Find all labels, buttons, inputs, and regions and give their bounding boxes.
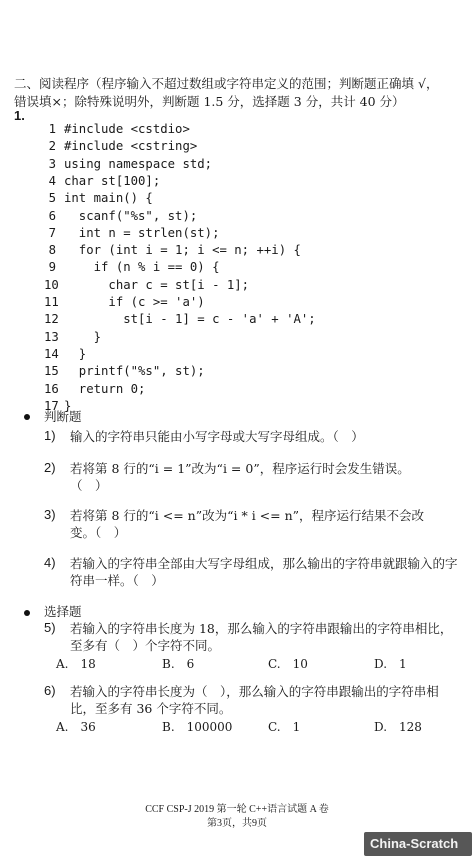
code-line-number: 5 xyxy=(48,191,56,206)
q4-text-line1: 若输入的字符串全部由大写字母组成，那么输出的字符串就跟输入的字 xyxy=(70,556,458,571)
code-line-number: 8 xyxy=(48,243,56,258)
q5-option-a: A. 18 xyxy=(56,657,96,671)
code-line-text: st[i - 1] = c - 'a' + 'A'; xyxy=(64,312,316,327)
code-line-text: } xyxy=(64,329,102,344)
watermark-logo xyxy=(364,832,472,856)
code-line xyxy=(44,312,316,329)
code-line-number: 1 xyxy=(48,122,56,136)
q5-option-c: C. 10 xyxy=(268,657,308,671)
code-line-number: 3 xyxy=(48,156,56,171)
code-line-number: 4 xyxy=(48,173,56,188)
q5-text-line2: 至多有（ ）个字符不同。 xyxy=(70,638,221,653)
q6-number: 6) xyxy=(44,683,56,698)
q1-text: 输入的字符串只能由小写字母或大写字母组成。（ ） xyxy=(70,429,364,444)
footer-page-number: 第3页，共9页 xyxy=(207,818,267,829)
bullet-icon xyxy=(24,414,30,420)
q6-option-b: B. 100000 xyxy=(162,720,233,734)
q5-number: 5) xyxy=(44,620,56,635)
code-line-text: for (int i = 1; i <= n; ++i) { xyxy=(64,243,301,258)
code-line xyxy=(44,278,249,295)
code-line-text: using namespace std; xyxy=(64,156,213,171)
q6-text-line1: 若输入的字符串长度为（ ），那么输入的字符串跟输出的字符串相 xyxy=(70,684,439,699)
code-line xyxy=(44,364,205,381)
q3-text-line1: 若将第 8 行的“i <= n”改为“i * i <= n”，程序运行结果不会改 xyxy=(70,508,425,523)
code-line xyxy=(44,295,205,312)
footer-exam-title: CCF CSP-J 2019 第一轮 C++语言试题 A 卷 xyxy=(145,804,329,815)
code-line-number: 12 xyxy=(44,312,59,327)
judge-heading: 判断题 xyxy=(44,409,82,424)
q6-text-line2: 比，至多有 36 个字符不同。 xyxy=(70,701,232,716)
code-line xyxy=(44,139,197,156)
code-line-text: #include <cstring> xyxy=(64,139,198,154)
code-line-text: int main() { xyxy=(64,191,153,206)
code-line xyxy=(44,157,212,174)
code-line xyxy=(44,174,160,191)
code-line xyxy=(44,347,86,364)
code-line-number: 15 xyxy=(44,364,59,379)
bullet-icon xyxy=(24,610,30,616)
code-line xyxy=(44,122,190,139)
code-line-number: 13 xyxy=(44,329,59,344)
q5-option-d: D. 1 xyxy=(374,657,407,671)
code-line xyxy=(44,382,145,399)
code-line-number: 9 xyxy=(48,260,56,275)
code-line-text: char st[100]; xyxy=(64,173,161,188)
code-line-number: 10 xyxy=(44,277,59,292)
q5-text-line1: 若输入的字符串长度为 18，那么输入的字符串跟输出的字符串相比， xyxy=(70,621,453,636)
code-line-number: 2 xyxy=(48,139,56,154)
code-line-number: 7 xyxy=(48,225,56,240)
code-line-number: 16 xyxy=(44,381,59,396)
q6-option-a: A. 36 xyxy=(56,720,96,734)
section-title-line2: 错误填×；除特殊说明外，判断题 1.5 分，选择题 3 分，共计 40 分） xyxy=(14,94,405,109)
q2-text-line2: （ ） xyxy=(70,478,108,493)
q5-option-b: B. 6 xyxy=(162,657,195,671)
q2-text-line1: 若将第 8 行的“i = 1”改为“i = 0”，程序运行时会发生错误。 xyxy=(70,461,410,476)
code-line xyxy=(44,330,101,347)
q3-text-line2: 变。（ ） xyxy=(70,525,127,540)
code-line-text: printf("%s", st); xyxy=(64,364,205,379)
code-line-text: scanf("%s", st); xyxy=(64,208,198,223)
q4-text-line2: 符串一样。（ ） xyxy=(70,573,164,588)
code-line-text: #include <cstdio> xyxy=(64,122,190,136)
code-line-text: return 0; xyxy=(64,381,146,396)
code-line-number: 6 xyxy=(48,208,56,223)
code-line xyxy=(44,260,219,277)
code-line xyxy=(44,191,153,208)
code-line-number: 11 xyxy=(44,295,59,309)
code-line-number: 17 xyxy=(44,398,59,413)
code-line xyxy=(44,243,301,260)
code-line-text: if (c >= 'a') xyxy=(64,295,205,309)
q3-number: 3) xyxy=(44,507,56,522)
choice-heading: 选择题 xyxy=(44,604,82,619)
q1-number: 1) xyxy=(44,428,56,443)
code-line-text: } xyxy=(64,346,87,361)
code-line xyxy=(44,226,219,243)
code-line-text: if (n % i == 0) { xyxy=(64,260,220,275)
code-line-text: } xyxy=(64,398,72,413)
q6-option-d: D. 128 xyxy=(374,720,422,734)
code-line xyxy=(44,209,197,226)
q6-option-c: C. 1 xyxy=(268,720,301,734)
q4-number: 4) xyxy=(44,555,56,570)
code-line-text: char c = st[i - 1]; xyxy=(64,277,250,292)
section-title-line1: 二、阅读程序（程序输入不超过数组或字符串定义的范围；判断题正确填 √， xyxy=(14,76,439,91)
watermark-text: China-Scratch xyxy=(370,836,459,851)
code-line-text: int n = strlen(st); xyxy=(64,225,220,240)
q2-number: 2) xyxy=(44,460,56,475)
code-line-number: 14 xyxy=(44,346,59,361)
problem-number: 1. xyxy=(14,108,25,123)
